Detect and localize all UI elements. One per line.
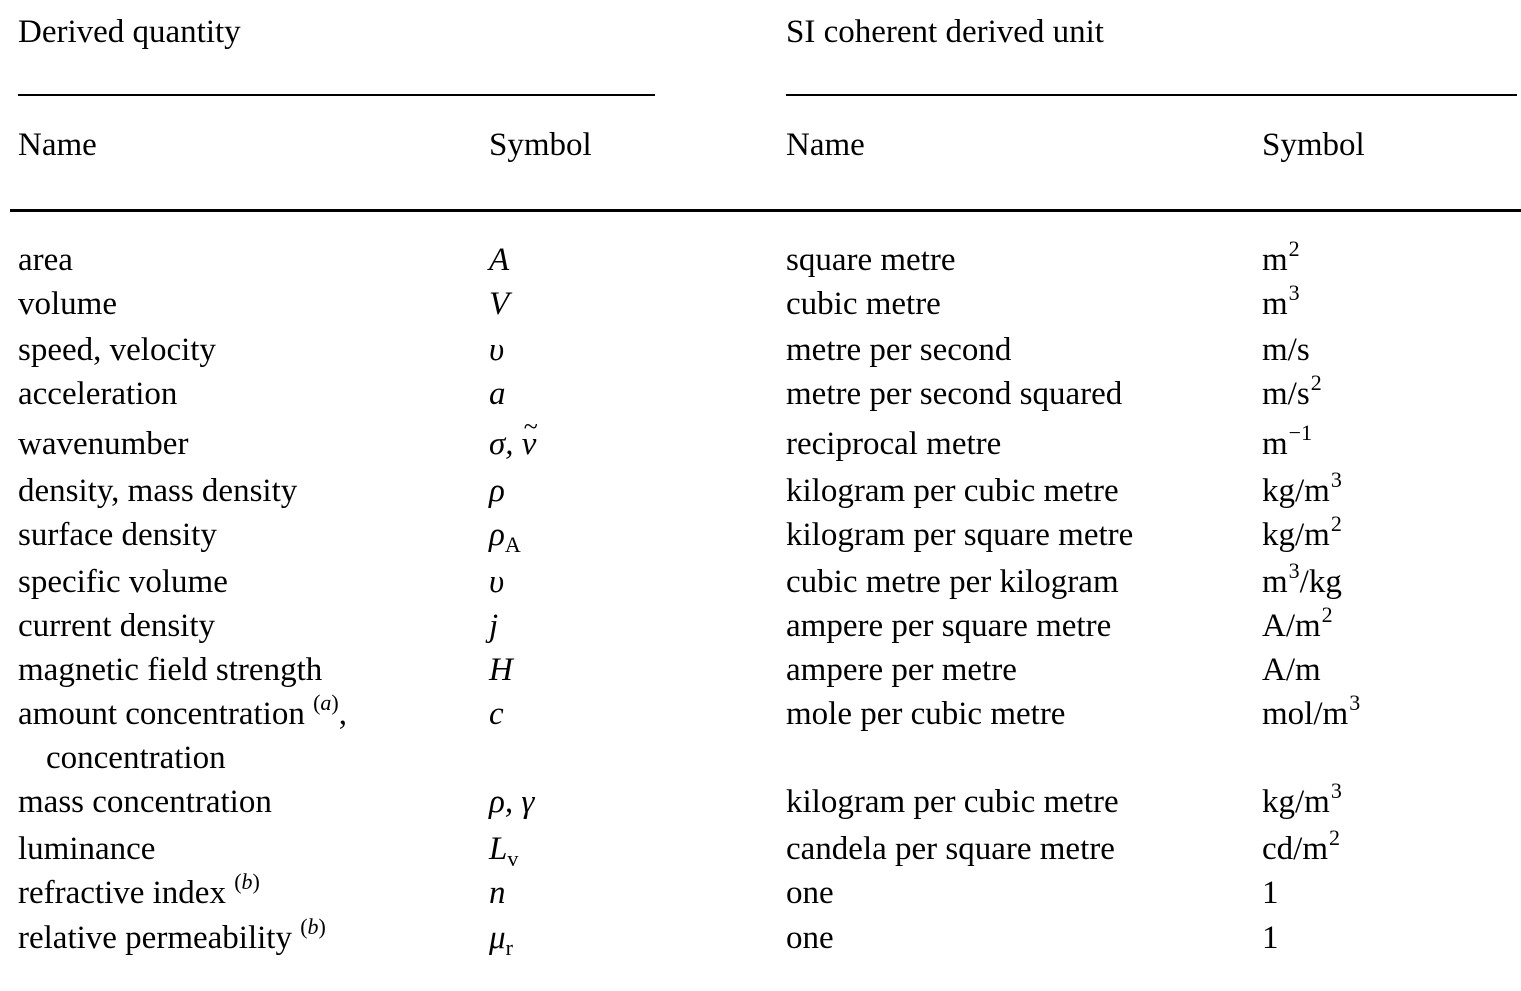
unit-name: reciprocal metre	[786, 426, 1002, 462]
quantity-name-cell	[18, 786, 272, 819]
unit-symbol: m	[1262, 242, 1288, 278]
quantity-symbol: σ,	[489, 426, 522, 462]
unit-exponent: 3	[1288, 280, 1300, 305]
quantity-symbol-tilde: ~ ν	[522, 428, 537, 461]
group-underline-left	[18, 94, 655, 96]
unit-exponent: 3	[1330, 778, 1342, 803]
unit-name: metre per second	[786, 332, 1012, 368]
quantity-symbol-subscript: r	[505, 935, 513, 960]
quantity-symbol: μ	[489, 920, 506, 956]
table-row	[0, 602, 1521, 654]
unit-symbol-cell	[1262, 236, 1300, 278]
unit-symbol: A/m	[1262, 652, 1321, 688]
quantity-symbol-cell	[489, 244, 509, 277]
footnote-marker: (b)	[300, 914, 326, 939]
quantity-name-cell	[18, 428, 188, 461]
unit-name: one	[786, 875, 834, 911]
unit-symbol: kg/m	[1262, 473, 1330, 509]
quantity-name: amount concentration	[18, 696, 305, 732]
unit-symbol-cell	[1262, 334, 1310, 367]
table-row	[0, 914, 1521, 966]
quantity-suffix: ,	[338, 696, 347, 732]
unit-symbol-cell	[1262, 511, 1342, 553]
quantity-name-cell	[18, 378, 177, 411]
quantity-symbol-cell	[489, 428, 536, 461]
table-row	[0, 370, 1521, 422]
unit-symbol: 1	[1262, 875, 1279, 911]
quantity-name: acceleration	[18, 376, 178, 412]
unit-symbol-cell	[1262, 778, 1342, 820]
column-header-quantity-symbol: Symbol	[489, 127, 592, 163]
group-header-si-unit: SI coherent derived unit	[786, 14, 1104, 50]
unit-symbol-cell	[1262, 467, 1342, 509]
quantity-name: speed, velocity	[18, 332, 216, 368]
quantity-symbol: H	[489, 652, 513, 688]
quantity-name-cell	[18, 475, 297, 508]
quantity-name-cell	[18, 610, 215, 643]
quantity-symbol-cell	[489, 831, 519, 871]
quantity-symbol: υ	[489, 332, 505, 368]
quantity-symbol-subscript: v	[507, 846, 519, 871]
table-row	[0, 511, 1521, 563]
quantity-name: area	[18, 242, 73, 278]
quantity-symbol: j	[489, 608, 499, 644]
quantity-symbol-cell	[489, 475, 505, 508]
quantity-symbol-cell	[489, 566, 504, 599]
unit-name: cubic metre	[786, 286, 941, 322]
unit-symbol-cell	[1262, 370, 1322, 412]
unit-symbol-cell	[1262, 922, 1279, 955]
unit-symbol-tail: /kg	[1299, 564, 1342, 600]
unit-symbol: cd/m	[1262, 831, 1328, 867]
quantity-symbol-cell	[489, 288, 509, 321]
table-row	[0, 654, 1521, 698]
quantity-symbol: n	[489, 875, 506, 911]
unit-name: metre per second squared	[786, 376, 1123, 412]
quantity-symbol: ρ	[489, 473, 505, 509]
unit-exponent: 3	[1330, 467, 1342, 492]
unit-name: one	[786, 920, 834, 956]
quantity-symbol-cell	[489, 610, 498, 643]
unit-symbol: mol/m	[1262, 696, 1349, 732]
unit-symbol: kg/m	[1262, 784, 1330, 820]
unit-symbol: m	[1262, 286, 1288, 322]
unit-exponent: 2	[1328, 825, 1340, 850]
quantity-name: mass concentration	[18, 784, 272, 820]
quantity-name-cell	[18, 654, 322, 687]
column-header-unit-symbol: Symbol	[1262, 127, 1365, 163]
quantity-name: specific volume	[18, 564, 228, 600]
unit-symbol: 1	[1262, 920, 1279, 956]
column-header-unit-name: Name	[786, 127, 865, 163]
unit-name: kilogram per cubic metre	[786, 473, 1119, 509]
unit-symbol-cell	[1262, 690, 1361, 732]
quantity-name-cell	[18, 869, 260, 911]
unit-name: ampere per square metre	[786, 608, 1112, 644]
quantity-symbol: ρ	[489, 517, 505, 553]
quantity-name-cell	[18, 244, 73, 277]
unit-symbol: m/s	[1262, 376, 1310, 412]
quantity-symbol: c	[489, 696, 504, 732]
column-header-quantity-name: Name	[18, 127, 97, 163]
unit-name: ampere per metre	[786, 652, 1017, 688]
unit-symbol-cell	[1262, 420, 1313, 462]
table-row	[0, 467, 1521, 519]
quantity-name: refractive index	[18, 875, 226, 911]
unit-name: mole per cubic metre	[786, 696, 1066, 732]
unit-exponent: 2	[1288, 236, 1300, 261]
unit-symbol-cell	[1262, 654, 1321, 687]
quantity-symbol: A	[489, 242, 510, 278]
unit-exponent: 3	[1349, 690, 1361, 715]
unit-exponent: 2	[1330, 511, 1342, 536]
group-underline-right	[786, 94, 1517, 96]
unit-symbol-cell	[1262, 280, 1300, 322]
quantity-name-cell	[18, 566, 228, 599]
unit-symbol-cell	[1262, 877, 1279, 910]
unit-symbol: m/s	[1262, 332, 1310, 368]
quantity-symbol: L	[489, 831, 508, 867]
quantity-name-cell	[18, 833, 155, 866]
unit-symbol: m	[1262, 564, 1288, 600]
unit-exponent: 2	[1310, 370, 1322, 395]
unit-symbol-cell	[1262, 825, 1340, 867]
quantity-name: wavenumber	[18, 426, 189, 462]
table-row	[0, 280, 1521, 332]
unit-symbol: m	[1262, 426, 1288, 462]
quantity-name-cell	[18, 914, 326, 956]
quantity-symbol: ρ, γ	[489, 784, 535, 820]
header-rule	[10, 209, 1521, 212]
unit-symbol: kg/m	[1262, 517, 1330, 553]
unit-name: kilogram per square metre	[786, 517, 1134, 553]
quantity-name-cell	[18, 288, 117, 321]
unit-exponent: 3	[1288, 558, 1300, 583]
quantity-name: relative permeability	[18, 920, 292, 956]
table-row	[0, 558, 1521, 610]
table-row	[0, 825, 1521, 877]
quantity-name: luminance	[18, 831, 156, 867]
table-row	[0, 869, 1521, 921]
group-header-derived-quantity: Derived quantity	[18, 14, 241, 50]
quantity-symbol-cell	[489, 654, 513, 687]
quantity-name: density, mass density	[18, 473, 298, 509]
unit-exponent: 2	[1321, 602, 1333, 627]
quantity-symbol: a	[489, 376, 506, 412]
quantity-symbol: υ	[489, 564, 505, 600]
quantity-name-cell	[18, 519, 217, 552]
quantity-name: current density	[18, 608, 216, 644]
quantity-symbol-cell	[489, 517, 521, 557]
unit-symbol-cell	[1262, 558, 1342, 600]
quantity-symbol: V	[489, 286, 510, 322]
unit-symbol-cell	[1262, 602, 1333, 644]
table-row	[0, 334, 1521, 378]
unit-exponent: −1	[1288, 420, 1313, 445]
quantity-symbol-cell	[489, 920, 513, 960]
unit-symbol: A/m	[1262, 608, 1321, 644]
unit-name: cubic metre per kilogram	[786, 564, 1119, 600]
unit-name: square metre	[786, 242, 956, 278]
table-row	[0, 690, 1521, 776]
table-row	[0, 420, 1521, 472]
quantity-symbol-cell	[489, 334, 504, 367]
quantity-name: volume	[18, 286, 117, 322]
quantity-symbol-subscript: A	[504, 532, 521, 557]
quantity-symbol-cell	[489, 877, 506, 910]
quantity-name: surface density	[18, 517, 217, 553]
quantity-name-cell	[18, 690, 347, 732]
quantity-symbol-cell	[489, 378, 506, 411]
footnote-marker: (a)	[313, 690, 339, 715]
unit-name: kilogram per cubic metre	[786, 784, 1119, 820]
quantity-symbol-cell	[489, 698, 504, 731]
quantity-symbol-cell	[489, 786, 534, 819]
table-row	[0, 778, 1521, 830]
quantity-name: magnetic field strength	[18, 652, 323, 688]
footnote-marker: (b)	[234, 869, 260, 894]
unit-name: candela per square metre	[786, 831, 1115, 867]
quantity-name-cell	[18, 334, 216, 367]
quantity-name-continuation: concentration	[46, 740, 226, 776]
